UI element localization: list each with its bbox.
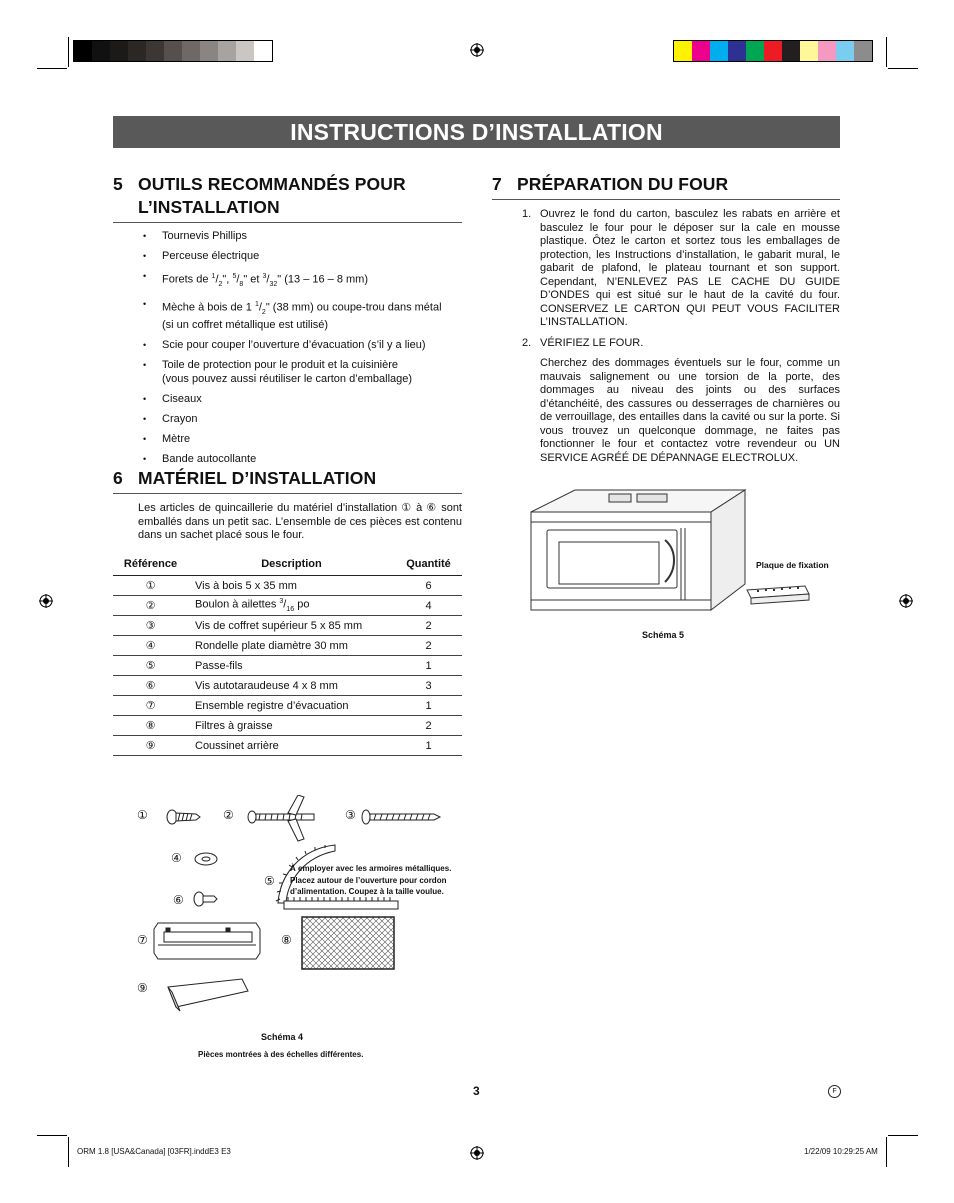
list-item: • Tournevis Phillips	[143, 230, 473, 244]
cell-quantity: 3	[395, 676, 462, 696]
crop-mark	[888, 68, 918, 69]
gray-swatch	[218, 41, 236, 61]
section-number: 7	[492, 174, 502, 194]
gray-swatch	[182, 41, 200, 61]
cell-reference: ⑦	[113, 696, 188, 716]
grommet-note: À employer avec les armoires métalliques. Placez autour de l’ouverture pour cordon d’alimentation. Coupez à la taille voulue.	[290, 864, 452, 896]
section-title: OUTILS RECOMMANDÉS POUR	[138, 174, 406, 194]
section-rule	[113, 493, 462, 494]
registration-target-icon	[470, 43, 484, 57]
cell-quantity: 4	[395, 596, 462, 616]
figure-label: ②	[223, 808, 234, 822]
crop-mark	[68, 37, 69, 67]
section-rule	[113, 222, 462, 223]
color-swatch	[782, 41, 800, 61]
cell-reference: ⑥	[113, 676, 188, 696]
gray-swatch	[128, 41, 146, 61]
section-title: L’INSTALLATION	[138, 197, 280, 217]
table-row	[113, 716, 462, 736]
grayscale-bars	[73, 40, 273, 62]
color-swatch	[674, 41, 692, 61]
color-swatch	[854, 41, 872, 61]
tools-list	[143, 230, 473, 473]
gray-swatch	[236, 41, 254, 61]
section-title: PRÉPARATION DU FOUR	[517, 174, 729, 194]
preparation-steps	[522, 208, 840, 472]
cell-description: Passe-fils	[188, 656, 395, 676]
cell-quantity: 1	[395, 696, 462, 716]
figure-label: ①	[137, 808, 148, 822]
registration-target-icon	[899, 594, 913, 608]
column-header: Quantité	[395, 556, 462, 576]
list-item: 1. Ouvrez le fond du carton, basculez les rabats en arrière et basculez le four pour le déposer sur la cale en mousse plastique. Ôtez le carton et sortez tous les emballages de protection, les Instructions d’installation, le gabarit mural, le gabarit de plafond, le plateau tournant et son support. Cependant, N’ENLEVEZ PAS LE CACHE DU GUIDE D’ONDES qui est situé sur le haut de la cavité du four. CONSERVEZ LE CARTON QUI PEUT VOUS FACILITER L’INSTALLATION.	[522, 208, 840, 328]
cell-reference: ③	[113, 616, 188, 636]
section-5-heading	[113, 173, 406, 219]
list-item: • Perceuse électrique	[143, 250, 473, 264]
cell-description: Vis autotaraudeuse 4 x 8 mm	[188, 676, 395, 696]
damper-drawing	[154, 923, 260, 959]
color-swatch	[836, 41, 854, 61]
table-row	[113, 576, 462, 596]
page-number: 3	[473, 1084, 480, 1098]
registration-target-icon	[39, 594, 53, 608]
figure-label: ⑥	[173, 893, 184, 907]
figure-subcaption: Pièces montrées à des échelles différentes.	[198, 1050, 364, 1059]
list-item: • Crayon	[143, 413, 473, 427]
color-swatch	[746, 41, 764, 61]
crop-mark	[37, 68, 67, 69]
crop-mark	[68, 1137, 69, 1167]
cell-reference: ⑨	[113, 736, 188, 756]
column-header: Référence	[113, 556, 188, 576]
cell-description: Vis de coffret supérieur 5 x 85 mm	[188, 616, 395, 636]
cell-description: Boulon à ailettes $^3/_{16}$ po	[188, 596, 395, 616]
cell-quantity: 2	[395, 616, 462, 636]
figure-label: ⑧	[281, 933, 292, 947]
figure-caption: Schéma 4	[261, 1032, 304, 1042]
washer-drawing	[195, 853, 217, 865]
list-item: • Mèche à bois de 1 $^1/_2$" (38 mm) ou coupe-trou dans métal (si un coffret métallique est utilisé)	[143, 298, 473, 333]
list-item: • Bande autocollante	[143, 453, 473, 467]
figure-label: ④	[171, 851, 182, 865]
footer-timestamp: 1/22/09 10:29:25 AM	[804, 1147, 878, 1156]
grease-filter-drawing	[302, 917, 394, 969]
crop-mark	[888, 1135, 918, 1136]
cell-description: Rondelle plate diamètre 30 mm	[188, 636, 395, 656]
figure-caption: Schéma 5	[642, 630, 685, 640]
section-title: MATÉRIEL D’INSTALLATION	[138, 468, 377, 488]
crop-mark	[886, 37, 887, 67]
cell-quantity: 2	[395, 636, 462, 656]
section-rule	[492, 199, 840, 200]
color-swatch	[692, 41, 710, 61]
figure-label: ⑤	[264, 874, 275, 888]
toggle-bolt-drawing	[248, 795, 314, 841]
table-row	[113, 596, 462, 616]
color-swatch	[764, 41, 782, 61]
cell-quantity: 1	[395, 736, 462, 756]
table-row	[113, 676, 462, 696]
list-item: 2. VÉRIFIEZ LE FOUR. Cherchez des dommages éventuels sur le four, comme un mauvais salignement ou une torsion de la porte, des dommages au niveau des joints ou des surfaces d’étanchéité, des cassures ou desserrages de charnières ou de verrouillage, des entailles dans la cavité ou sur la porte. Si vous trouvez un quelconque dommage, ne faites pas fonctionner le four et contactez votre revendeur ou UN SERVICE AGRÉÉ DE DÉPANNAGE ELECTROLUX.	[522, 336, 840, 464]
hardware-table	[113, 556, 462, 756]
cell-quantity: 1	[395, 656, 462, 676]
section-6-heading	[113, 467, 376, 490]
microwave-figure	[525, 488, 815, 623]
list-item: • Scie pour couper l’ouverture d’évacuation (s’il y a lieu)	[143, 339, 473, 353]
gray-swatch	[74, 41, 92, 61]
self-tapping-screw-drawing	[194, 892, 217, 906]
cell-reference: ①	[113, 576, 188, 596]
list-item: • Mètre	[143, 433, 473, 447]
plate-label: Plaque de fixation	[756, 560, 829, 570]
cell-reference: ⑧	[113, 716, 188, 736]
cell-description: Vis à bois 5 x 35 mm	[188, 576, 395, 596]
gray-swatch	[146, 41, 164, 61]
cell-quantity: 6	[395, 576, 462, 596]
color-swatch	[728, 41, 746, 61]
hardware-intro: Les articles de quincaillerie du matériel d’installation ① à ⑥ sont emballés dans un petit sac. L’ensemble de ces pièces est contenu dans un sachet placé sous le four.	[138, 502, 462, 541]
wood-screw-drawing	[167, 810, 200, 824]
cell-reference: ②	[113, 596, 188, 616]
table-row	[113, 696, 462, 716]
crop-mark	[37, 1135, 67, 1136]
cell-reference: ④	[113, 636, 188, 656]
color-swatch	[800, 41, 818, 61]
cell-reference: ⑤	[113, 656, 188, 676]
rear-pad-drawing	[168, 979, 248, 1011]
gray-swatch	[164, 41, 182, 61]
cell-quantity: 2	[395, 716, 462, 736]
section-number: 6	[113, 468, 123, 488]
table-row	[113, 636, 462, 656]
cabinet-screw-drawing	[362, 810, 440, 824]
figure-label: ⑦	[137, 933, 148, 947]
gray-swatch	[200, 41, 218, 61]
gray-swatch	[254, 41, 272, 61]
list-item: • Toile de protection pour le produit et la cuisinière (vous pouvez aussi réutiliser le carton d’emballage)	[143, 359, 473, 386]
color-bars	[673, 40, 873, 62]
mounting-plate-drawing	[747, 586, 809, 604]
footer-file-info: ORM 1.8 [USA&Canada] [03FR].inddE3 E3	[77, 1147, 231, 1156]
table-row	[113, 736, 462, 756]
section-number: 5	[113, 174, 123, 194]
section-7-heading	[492, 173, 728, 196]
cell-description: Coussinet arrière	[188, 736, 395, 756]
table-row	[113, 616, 462, 636]
list-item: • Ciseaux	[143, 393, 473, 407]
color-swatch	[710, 41, 728, 61]
figure-label: ⑨	[137, 981, 148, 995]
cell-description: Ensemble registre d’évacuation	[188, 696, 395, 716]
crop-mark	[886, 1137, 887, 1167]
figure-label: ③	[345, 808, 356, 822]
registration-target-icon	[470, 1146, 484, 1160]
gray-swatch	[110, 41, 128, 61]
gray-swatch	[92, 41, 110, 61]
table-row	[113, 656, 462, 676]
list-item: • Forets de $^1/_2$", $^5/_8$" et $^3/_{32}$" (13 – 16 – 8 mm)	[143, 270, 473, 291]
column-header: Description	[188, 556, 395, 576]
color-swatch	[818, 41, 836, 61]
cell-description: Filtres à graisse	[188, 716, 395, 736]
hardware-figure	[130, 795, 480, 1020]
language-badge: F	[828, 1085, 841, 1098]
page-title: INSTRUCTIONS D’INSTALLATION	[113, 116, 840, 148]
